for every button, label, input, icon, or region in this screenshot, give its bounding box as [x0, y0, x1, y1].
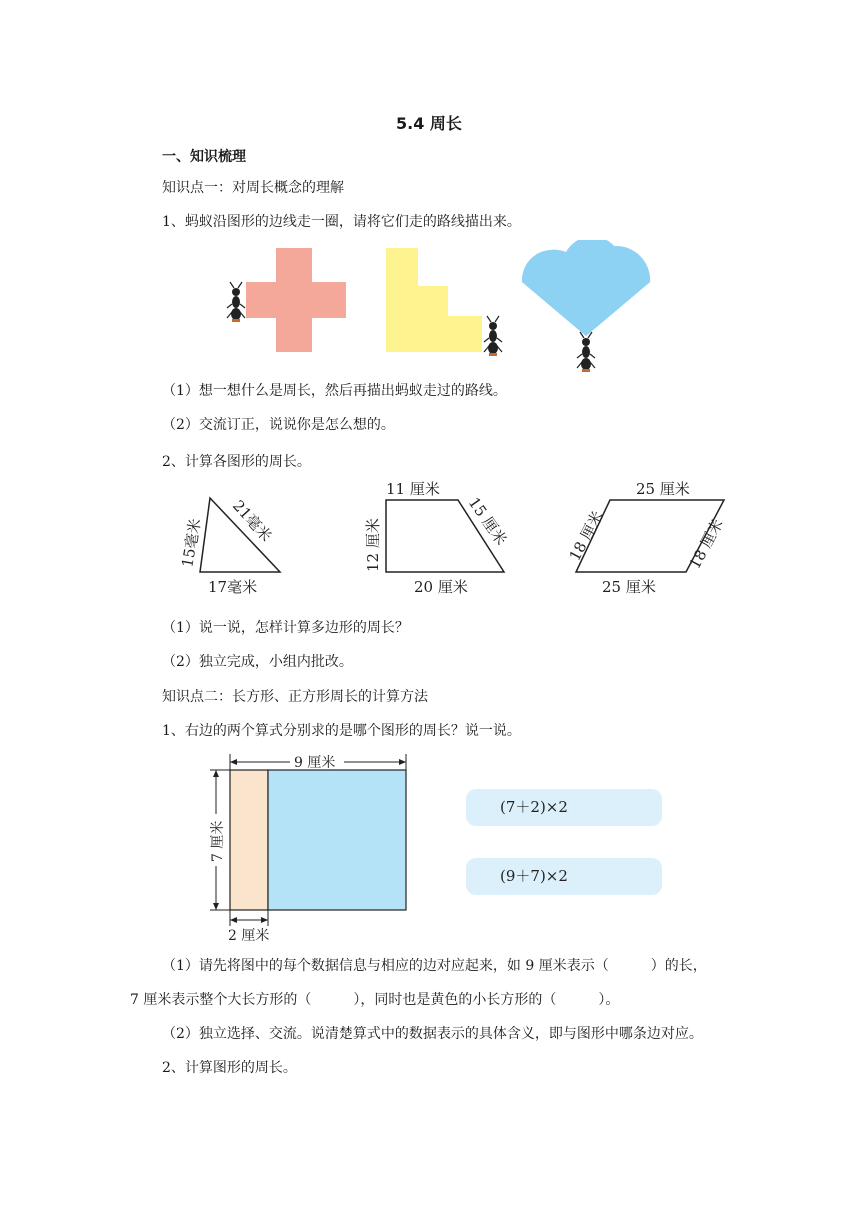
parallelogram-bottom-label: 25 厘米	[602, 578, 656, 596]
kp2-title: 知识点二：长方形、正方形周长的计算方法	[162, 689, 428, 705]
trapezoid-top-label: 11 厘米	[386, 480, 440, 498]
trapezoid-left-label: 12 厘米	[364, 518, 382, 572]
kp1-q2: 2、计算各图形的周长。	[162, 454, 311, 470]
bottom-dimension-label: 2 厘米	[228, 928, 270, 944]
kp2-q1-step2: （2）独立选择、交流。说清楚算式中的数据表示的具体含义，即与图形中哪条边对应。	[162, 1026, 703, 1042]
parallelogram-top-label: 25 厘米	[636, 480, 690, 498]
formula-box-1: (7＋2)×2	[466, 789, 662, 826]
kp1-q2-step2: （2）独立完成，小组内批改。	[162, 654, 353, 670]
cross-shape	[246, 248, 346, 352]
kp2-q1: 1、右边的两个算式分别求的是哪个图形的周长？说一说。	[162, 723, 521, 739]
triangle-right-label: 21毫米	[229, 496, 276, 546]
large-rectangle	[268, 770, 406, 910]
left-dimension-label: 7 厘米	[210, 820, 226, 862]
kp2-q1-step1-line2: 7 厘米表示整个大长方形的（ ），同时也是黄色的小长方形的（ ）。	[130, 992, 620, 1008]
top-dimension-label: 9 厘米	[294, 755, 336, 771]
kp1-title: 知识点一：对周长概念的理解	[162, 180, 344, 196]
ant-shapes-figure	[220, 240, 660, 376]
kp2-q1-step1-line1: （1）请先将图中的每个数据信息与相应的边对应起来，如 9 厘米表示（ ）的长，	[162, 958, 707, 974]
kp2-q2: 2、计算图形的周长。	[162, 1060, 297, 1076]
kp1-q2-step1: （1）说一说，怎样计算多边形的周长？	[162, 620, 409, 636]
kp1-q1: 1、蚂蚁沿图形的边线走一圈，请将它们走的路线描出来。	[162, 214, 521, 230]
kp1-q1-step2: （2）交流订正，说说你是怎么想的。	[162, 417, 395, 433]
ant-icon	[227, 282, 245, 322]
ant-icon	[577, 332, 595, 372]
trapezoid-right-label: 15 厘米	[464, 493, 511, 549]
triangle-bottom-label: 17毫米	[208, 578, 258, 596]
page-title: 5.4 周长	[396, 114, 462, 133]
section-heading: 一、知识梳理	[162, 149, 246, 165]
triangle-left-label: 15毫米	[178, 517, 205, 569]
kp1-q1-step1: （1）想一想什么是周长，然后再描出蚂蚁走过的路线。	[162, 383, 507, 399]
polygons-figure	[170, 476, 770, 602]
parallelogram-left-label: 18 厘米	[565, 507, 607, 564]
trapezoid-bottom-label: 20 厘米	[414, 578, 468, 596]
steps-shape	[386, 248, 482, 352]
ant-icon	[484, 316, 502, 356]
formula-box-2: (9＋7)×2	[466, 858, 662, 895]
small-rectangle	[230, 770, 268, 910]
rectangle-diagram	[200, 748, 420, 946]
parallelogram-right-label: 18 厘米	[685, 515, 727, 572]
